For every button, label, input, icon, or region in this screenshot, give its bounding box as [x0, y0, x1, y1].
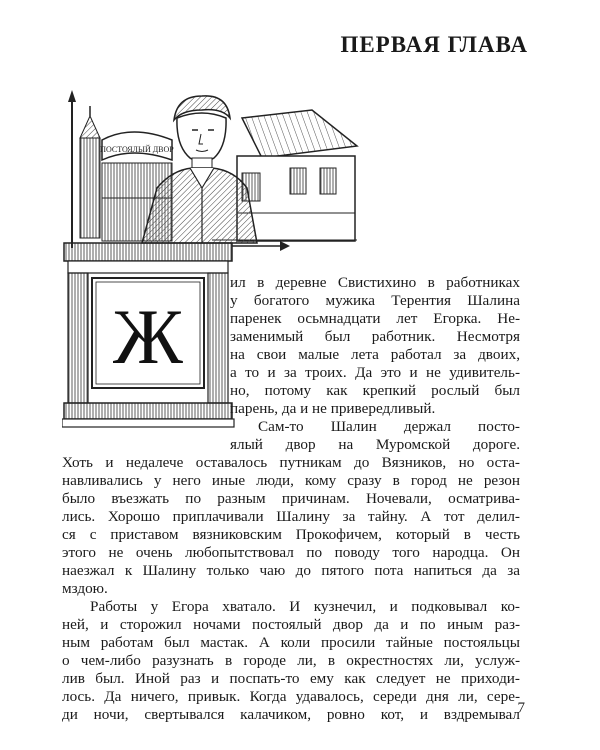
- spike-post: [68, 90, 76, 248]
- text-line: ней, и сторожил ночами постоялый двор да и по иным раз-: [62, 616, 520, 633]
- text-line: паренек осьмнадцати лет Егорка. Не-: [230, 310, 520, 327]
- text-line: ди ночи, свертывался калачиком, ровно кот, и вздремывал: [62, 706, 520, 723]
- text-line: Хоть и недалече оставалось путникам до Вязников, но оста-: [62, 454, 520, 471]
- tower-drawing: [80, 106, 100, 238]
- text-line: лив был. Иной раз и поспать-то ему как следует не приходи-: [62, 670, 520, 687]
- text-line: лись. Хорошо приплачивали Шалину за тайну. А тот делил-: [62, 508, 520, 525]
- text-line: ся с приставом вязниковским Прокофичем, который в честь: [62, 526, 520, 543]
- drop-cap-letter: Ж: [113, 293, 183, 380]
- text-line: этого не очень любопытствовал по поводу того народца. Он: [62, 544, 520, 561]
- text-line: навливались у него иные люди, кому сразу в город не резон: [62, 472, 520, 489]
- text-line: наезжал к Шалину только чаю до пятого пота напиться да за: [62, 562, 520, 579]
- chapter-title: ПЕРВАЯ ГЛАВА: [340, 32, 528, 57]
- text-line: ным работам был мастак. А коли просили тайные постояльцы: [62, 634, 520, 651]
- text-line: на свои малые лета работал за двоих,: [230, 346, 520, 363]
- inn-sign: [100, 132, 174, 160]
- text-line: ил в деревне Свистихино в работниках: [230, 274, 520, 291]
- text-line: парень, да и не привередливый.: [230, 400, 436, 417]
- text-line: Сам-то Шалин держал посто-: [258, 418, 520, 435]
- drop-cap-frame: [62, 243, 234, 427]
- text-line: ялый двор на Муромской дороге.: [230, 436, 520, 453]
- text-line: о чем-либо разузнать в городе ли, в окрестностях ли, услуж-: [62, 652, 520, 669]
- text-line: мздою.: [62, 580, 108, 597]
- text-line: у богатого мужика Терентия Шалина: [230, 292, 520, 309]
- text-line: было въезжать по разным причинам. Ночевали, осматрива-: [62, 490, 520, 507]
- text-line: а то и за троих. Да это и не удивитель-: [230, 364, 520, 381]
- text-line: заменимый был работник. Несмотря: [230, 328, 520, 345]
- inn-sign-text: ПОСТОЯЛЫЙ ДВОР: [100, 145, 174, 154]
- page-number: 7: [517, 700, 525, 716]
- text-line: но, потому как крепкий рослый был: [230, 382, 520, 399]
- text-line: Работы у Егора хватало. И кузнечил, и подковывал ко-: [90, 598, 520, 615]
- text-line: лось. Да ничего, привык. Когда удавалось, середи дня ли, сере-: [62, 688, 520, 705]
